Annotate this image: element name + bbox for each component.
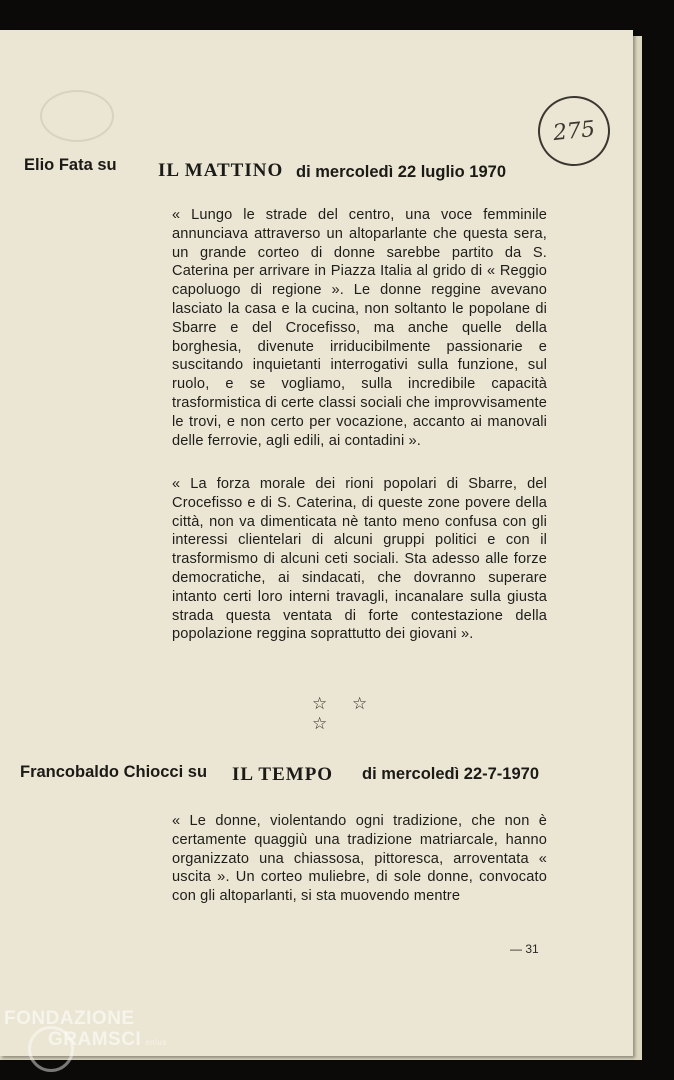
article2-paragraph-1: « Le donne, violentando ogni tradizione, che non è certamente quaggiù una tradizione matriarcale, hanno organizzato una chiassosa, pittoresca, arroventata « uscita ». Un corteo muliebre, di sole donne, convocato con gli altoparlanti, si sta muovendo mentre (172, 813, 547, 905)
watermark-line2: GRAMSCI onlus (48, 1029, 167, 1050)
article1-newspaper: IL MATTINO (158, 160, 284, 181)
faint-stamp-mark (40, 90, 114, 142)
article2-author: Francobaldo Chiocci su (20, 763, 208, 781)
article1-author: Elio Fata su (24, 156, 117, 174)
page-number: — 31 (510, 942, 539, 956)
section-separator-stars: ☆ ☆ ☆ (312, 694, 378, 733)
watermark-logo (4, 1008, 167, 1053)
article1-paragraph-1: « Lungo le strade del centro, una voce femminile annunciava attraverso un altoparlante che questa sera, un grande corteo di donne sarebbe partito da S. Caterina per arrivare in Piazza Italia al grido di « Reggio capoluogo di regione ». Le donne reggine avevano lasciato la casa e la cucina, non soltanto le popolane di Sbarre e del Crocefisso, ma anche quelle della borghesia, divenute irriducibilmente passionarie e suscitando inquietanti interrogativi sulla funzione, sul ruolo, e se vogliamo, sulla incredibile capacità trasformistica di certe classi sociali che improvvisamente le trovi, e non certo per vocazione, accanto ai manovali delle ferrovie, agli edili, ai contadini ». (172, 207, 547, 449)
archive-number-stamp: 275 (535, 92, 614, 169)
article2-date: di mercoledì 22-7-1970 (362, 765, 540, 783)
article2-newspaper: IL TEMPO (232, 764, 334, 785)
article1-paragraph-2: « La forza morale dei rioni popolari di Sbarre, del Crocefisso e di S. Caterina, di queste zone povere della città, non va dimenticata nè tanto meno confusa con gli interessi clientelari di alcuni gruppi politici e con il trasformismo di alcuni ceti sociali. Sta adesso alle forze democratiche, ai sindacati, che dovranno superare intanto certi loro interni travagli, incanalare sulla giusta strada questa ventata di forte contestazione della popolazione reggina soprattutto dei giovani ». (172, 476, 547, 643)
article1-date: di mercoledì 22 luglio 1970 (296, 163, 506, 181)
watermark-line1: FONDAZIONE (4, 1008, 135, 1029)
